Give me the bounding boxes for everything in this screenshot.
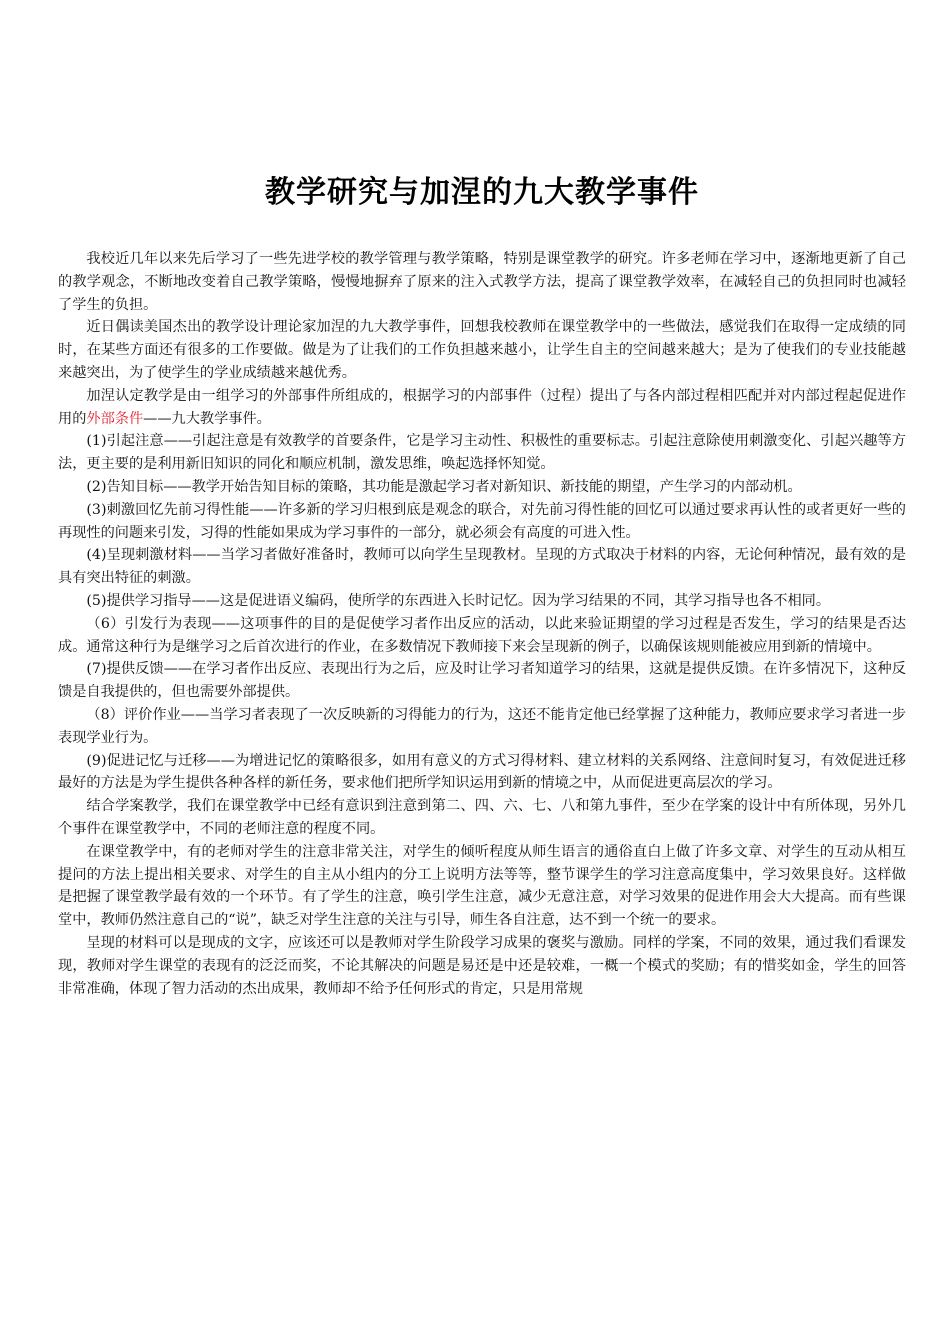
event-item-7: (7)提供反馈——在学习者作出反应、表现出行为之后，应及时让学习者知道学习的结果，这就是提供反馈。在许多情况下，这种反馈是自我提供的，但也需要外部提供。 — [58, 661, 906, 701]
event-item-5: (5)提供学习指导——这是促进语义编码，使所学的东西进入长时记忆。因为学习结果的不同，其学习指导也各不相同。 — [86, 592, 831, 609]
event-item-9: (9)促进记忆与迁移——为增进记忆的策略很多，如用有意义的方式习得材料、建立材料的关系网络、注意间时复习，有效促进迁移最好的方法是为学生提供各种各样的新任务，要求他们把所学知识运用到新的情境之中，从而促进更高层次的学习。 — [58, 752, 906, 792]
paragraph-intro: 我校近几年以来先后学习了一些先进学校的教学管理与教学策略，特别是课堂教学的研究。许多老师在学习中，逐渐地更新了自己的教学观念，不断地改变着自己教学策略，慢慢地摒弃了原来的注入式教学方法，提高了课堂教学效率，在减轻自己的负担同时也减轻了学生的负担。 — [58, 251, 906, 313]
paragraph-text-after: ——九大教学事件。 — [143, 410, 271, 427]
paragraph-case-teaching: 结合学案教学，我们在课堂教学中已经有意识到注意到第二、四、六、七、八和第九事件，至少在学案的设计中有所体现，另外几个事件在课堂教学中，不同的老师注意的程度不同。 — [58, 798, 906, 837]
document-body — [58, 248, 906, 1000]
paragraph-reflection: 近日偶读美国杰出的教学设计理论家加涅的九大教学事件，回想我校教师在课堂教学中的一些做法，感觉我们在取得一定成绩的同时，在某些方面还有很多的工作要做。做是为了让我们的工作负担越来越小，让学生自主的空间越来越大；是为了使我们的专业技能越来越突出，为了使学生的学业成绩越来越优秀。 — [58, 319, 906, 381]
paragraph-gagne-definition — [58, 385, 906, 431]
document-title: 教学研究与加涅的九大教学事件 — [265, 175, 699, 210]
event-item-6: （6）引发行为表现——这项事件的目的是促使学习者作出反应的活动，以此来验证期望的学习过程是否发生，学习的结果是否达成。通常这种行为是继学习之后首次进行的作业，在多数情况下教师接下来会呈现新的例子，以确保该规则能被应用到新的情境中。 — [58, 615, 906, 655]
event-item-2: (2)告知目标——教学开始告知目标的策略，其功能是激起学习者对新知识、新技能的期望，产生学习的内部动机。 — [86, 478, 802, 495]
paragraph-classroom-attention: 在课堂教学中，有的老师对学生的注意非常关注，对学生的倾听程度从师生语言的通俗直白上做了许多文章、对学生的互动从相互提问的方法上提出相关要求、对学生的自主从小组内的分工上说明方法等等，整节课学生的学习注意高度集中，学习效果良好。这样做是把握了课堂教学最有效的一个环节。有了学生的注意，唤引学生注意，减少无意注意，对学习效果的促进作用会大大提高。而有些课堂中，教师仍然注意自己的“说”，缺乏对学生注意的关注与引导，师生各自注意，达不到一个统一的要求。 — [58, 843, 906, 929]
paragraph-text-before: 加涅认定教学是由一组学习的外部事件所组成的，根据学习的内部事件（过程）提出了与各内部过程相匹配并对内部过程起促进作用的 — [58, 387, 906, 427]
event-item-4: (4)呈现刺激材料——当学习者做好准备时，教师可以向学生呈现教材。呈现的方式取决于材料的内容，无论何种情况，最有效的是具有突出特征的刺激。 — [58, 547, 906, 587]
event-item-1: (1)引起注意——引起注意是有效教学的首要条件，它是学习主动性、积极性的重要标志。引起注意除使用刺激变化、引起兴趣等方法，更主要的是利用新旧知识的同化和顺应机制，激发思维，唤起选择怀知觉。 — [58, 433, 906, 473]
event-item-3: (3)刺激回忆先前习得性能——许多新的学习归根到底是观念的联合，对先前习得性能的回忆可以通过要求再认性的或者更好一些的再现性的问题来引发，习得的性能如果成为学习事件的一部分，就必须会有高度的可进入性。 — [58, 501, 906, 541]
highlighted-term: 外部条件 — [86, 410, 144, 427]
event-item-8: （8）评价作业——当学习者表现了一次反映新的习得能力的行为，这还不能肯定他已经掌握了这种能力，教师应要求学习者进一步表现学业行为。 — [58, 706, 906, 746]
paragraph-presentation-material: 呈现的材料可以是现成的文字，应该还可以是教师对学生阶段学习成果的褒奖与激励。同样的学案，不同的效果，通过我们看课发现，教师对学生课堂的表现有的泛泛而奖，不论其解决的问题是易还是中还是较难，一概一个模式的奖励；有的惜奖如金，学生的回答非常准确，体现了智力活动的杰出成果，教师却不给予任何形式的肯定，只是用常规 — [58, 934, 906, 997]
